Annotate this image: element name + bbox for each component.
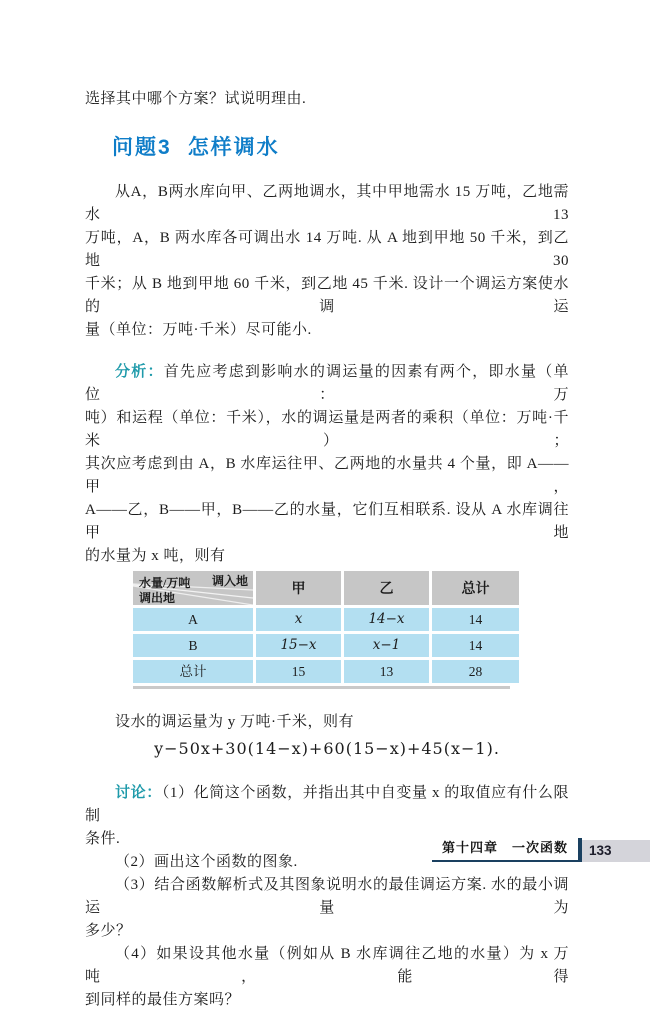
cell-B-yi: x−1: [344, 634, 429, 657]
discussion-paragraph: [85, 782, 569, 1012]
page-footer: [432, 838, 650, 862]
discussion-line: （3）结合函数解析式及其图象说明水的最佳调运方案. 水的最小调运量为: [85, 877, 569, 916]
cell-total-total: 28: [432, 660, 519, 683]
water-table-grid: [133, 571, 510, 683]
column-header-total: 总计: [432, 571, 519, 605]
problem-line: 从A，B两水库向甲、乙两地调水，其中甲地需水 15 万吨，乙地需水 13: [85, 184, 569, 223]
column-header-jia: 甲: [256, 571, 341, 605]
page-number-badge: 133: [582, 840, 650, 862]
problem-paragraph: [85, 181, 569, 342]
problem-line: 千米；从 B 地到甲地 60 千米，到乙地 45 千米. 设计一个调运方案使水的调运: [85, 276, 569, 315]
cell-B-jia: 15−x: [256, 634, 341, 657]
analysis-label: 分析：: [115, 364, 164, 380]
heading-number: 问题3: [112, 136, 172, 159]
heading-title: 怎样调水: [187, 136, 280, 159]
corner-unit-label: 水量/万吨: [139, 576, 191, 590]
analysis-line: 的水量为 x 吨，则有: [85, 548, 226, 564]
analysis-line: 其次应考虑到由 A，B 水库运往甲、乙两地的水量共 4 个量，即 A——甲，: [85, 456, 569, 495]
discussion-label: 讨论：: [115, 785, 162, 801]
discussion-line: 到同样的最佳方案吗？: [85, 992, 241, 1008]
cell-total-jia: 15: [256, 660, 341, 683]
discussion-line: （2）画出这个函数的图象.: [115, 854, 298, 870]
corner-outgoing-label: 调出地: [139, 591, 176, 605]
cell-A-jia: x: [256, 608, 341, 631]
cell-total-yi: 13: [344, 660, 429, 683]
discussion-line-text: （1）化简这个函数，并指出其中自变量 x 的取值应有什么限制: [85, 785, 569, 824]
analysis-line-text: 首先应考虑到影响水的调运量的因素有两个，即水量（单位：万: [85, 364, 569, 403]
cell-B-total: 14: [432, 634, 519, 657]
footer-chapter-title: 第十四章 一次函数: [432, 839, 578, 862]
analysis-line: 吨）和运程（单位：千米），水的调运量是两者的乘积（单位：万吨·千米）；: [85, 410, 569, 449]
intro-line: 选择其中哪个方案？试说明理由.: [85, 91, 307, 107]
table-bottom-border: [133, 686, 510, 689]
analysis-line: [85, 361, 569, 407]
section-heading: [112, 133, 569, 163]
analysis-paragraph: [85, 361, 569, 568]
discussion-line: [85, 782, 569, 828]
cell-A-total: 14: [432, 608, 519, 631]
discussion-line: （4）如果设其他水量（例如从 B 水库调往乙地的水量）为 x 万吨，能得: [85, 946, 569, 985]
row-label-B: B: [133, 634, 253, 657]
discussion-line: 多少？: [85, 923, 132, 939]
row-label-A: A: [133, 608, 253, 631]
row-label-total: 总计: [133, 660, 253, 683]
column-header-yi: 乙: [344, 571, 429, 605]
problem-line: 万吨，A，B 两水库各可调出水 14 万吨. 从 A 地到甲地 50 千米，到乙地 30: [85, 230, 569, 269]
setup-line: 设水的调运量为 y 万吨·千米，则有: [115, 714, 354, 730]
discussion-line: 条件.: [85, 831, 121, 847]
problem-line: 量（单位：万吨·千米）尽可能小.: [85, 322, 312, 338]
table-corner-cell: [133, 571, 253, 605]
cell-A-yi: 14−x: [344, 608, 429, 631]
formula: y−50x+30(14−x)+60(15−x)+45(x−1).: [154, 739, 500, 758]
analysis-line: A——乙，B——甲，B——乙的水量，它们互相联系. 设从 A 水库调往甲地: [85, 502, 569, 541]
corner-incoming-label: 调入地: [211, 574, 248, 588]
water-table: [133, 571, 510, 689]
